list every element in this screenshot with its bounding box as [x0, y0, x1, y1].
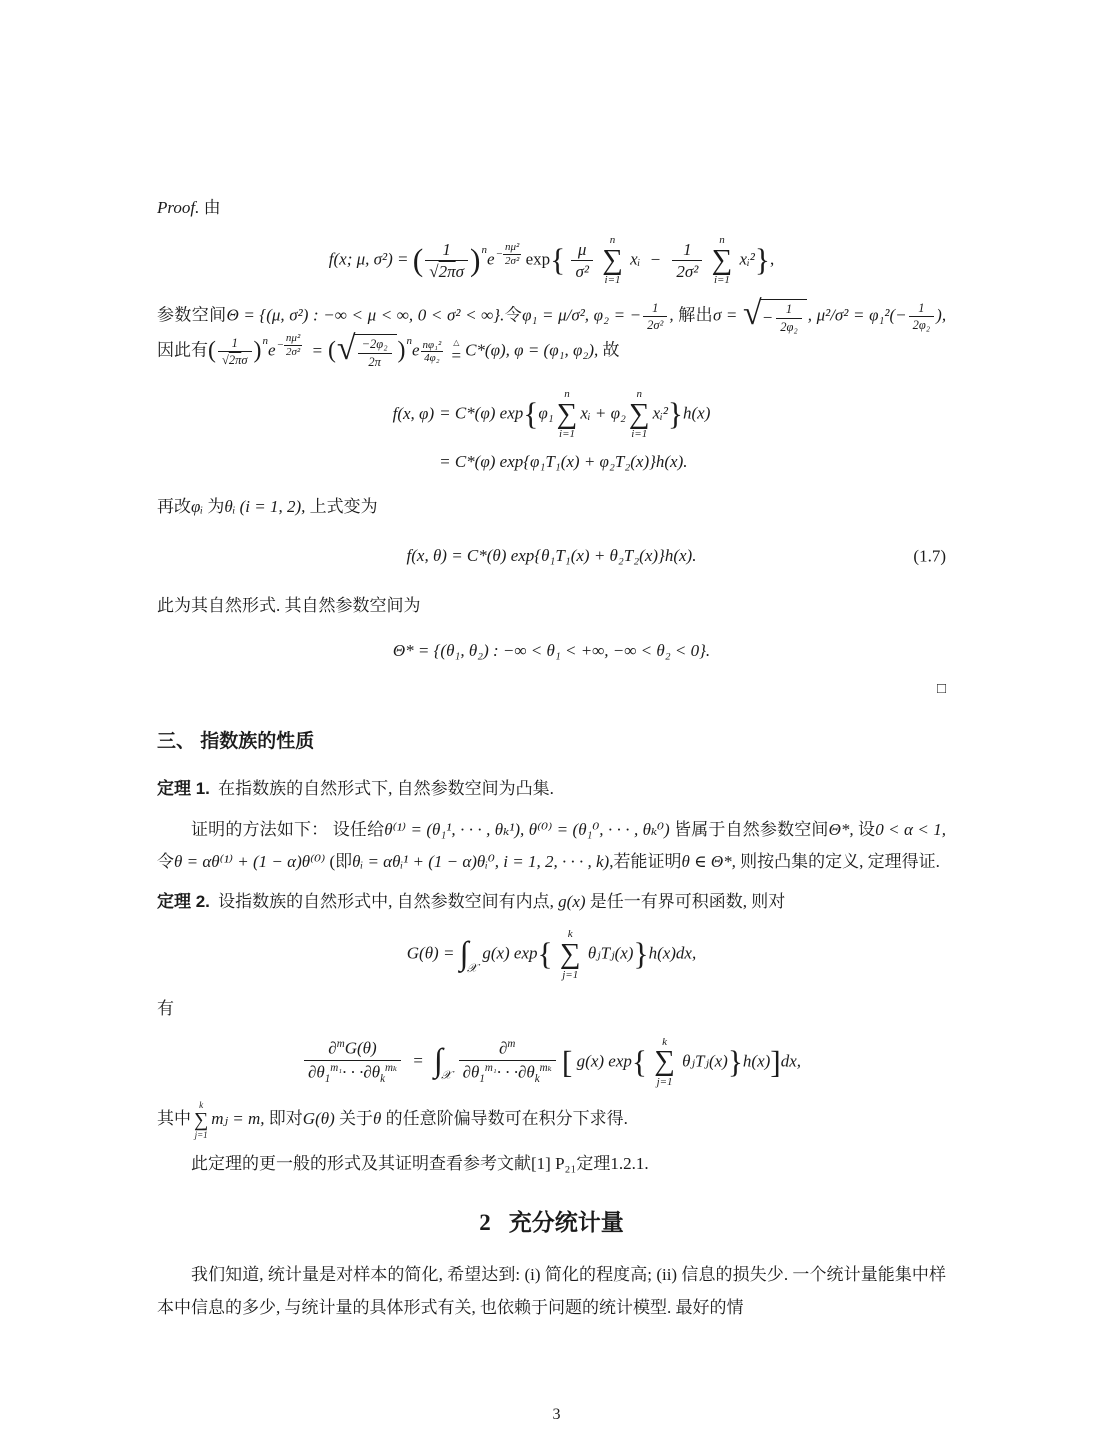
numerator: 1 [785, 302, 793, 317]
text-run: 是任一有界可积函数, 则对 [589, 892, 786, 912]
math-run: G(θ) = [406, 943, 455, 963]
numerator: 1 [918, 300, 925, 315]
sigma-symbol: ∑ [559, 938, 581, 971]
sum-lower-limit: j=1 [194, 1129, 208, 1140]
theorem-1 [157, 773, 946, 805]
text-run: 解出 [678, 305, 713, 325]
text-run: 设 [858, 819, 876, 839]
section-heading-properties: 三、 指数族的性质 [157, 731, 315, 753]
proof-label: Proof. [157, 198, 200, 217]
sum-lower-limit: i=1 [631, 428, 648, 441]
math-run: φᵢ [191, 496, 204, 516]
theorem-1-body: 在指数族的自然形式下, 自然参数空间为凸集. [218, 779, 554, 799]
text-run: 上式变为 [309, 496, 378, 516]
section-heading-sufficient-statistic [157, 1204, 946, 1237]
math-run: G(θ) [344, 1039, 377, 1059]
math-run: xᵢ² [652, 403, 668, 423]
text-run: 故 [602, 340, 620, 360]
denominator: 2φ₂ [776, 318, 802, 334]
exponent: m₁ [484, 1061, 497, 1074]
denominator: 2σ² [284, 345, 302, 359]
text-run: 令 [157, 851, 174, 871]
sum-upper-limit: n [564, 387, 570, 400]
radical-sign: √ [429, 262, 439, 282]
sum-lower-limit: i=1 [559, 428, 575, 441]
text-run: 证明的方法如下： 设任给 [191, 819, 385, 839]
equation-number: (1.7) [913, 546, 946, 566]
numerator: nμ² [285, 332, 301, 345]
math-run: h(x) [683, 403, 711, 423]
equals-symbol: = [412, 1050, 424, 1070]
paragraph-intro-sufficient: 我们知道, 统计量是对样本的简化, 希望达到: (i) 简化的程度高; (ii) 信息的损失少. 一个统计量能集中样本中信息的多少, 与统计量的具体形式有关, 也依赖于问题的统计模型. 最好的情 [157, 1265, 946, 1317]
math-run: θⱼTⱼ(x) [587, 943, 634, 963]
big-delimiter: ) [397, 337, 406, 364]
math-run: Θ = {(μ, σ²) : −∞ < μ < ∞, 0 < σ² < ∞}. [226, 305, 505, 325]
integral-symbol: ∫ [459, 936, 469, 973]
sigma-symbol: ∑ [194, 1108, 209, 1131]
theorem-2-body: 设指数族的自然形式中, 自然参数空间有内点, [218, 892, 554, 912]
paragraph-parameter-space [157, 295, 947, 373]
qed-symbol: □ [936, 681, 946, 698]
exp-operator: exp [525, 249, 551, 269]
big-delimiter: } [754, 242, 770, 278]
radicand: 2π [228, 353, 242, 368]
math-run: xᵢ + φ₂ [580, 403, 626, 423]
big-delimiter: ) [470, 242, 481, 278]
text-run: 参数空间 [157, 305, 227, 325]
fraction [421, 339, 444, 365]
math-run: = C*(φ) exp [439, 403, 524, 423]
fraction [284, 332, 302, 358]
equals-symbol: = [451, 346, 462, 366]
sum-lower-limit: j=1 [656, 1075, 673, 1088]
ellipsis: · · · [342, 1062, 364, 1082]
exponent-n: n [406, 334, 412, 347]
integral [433, 1043, 452, 1083]
summation [557, 388, 578, 441]
exponent [421, 339, 444, 365]
minus-sign: − [495, 247, 503, 260]
subscript: 1 [479, 1072, 485, 1085]
math-run: g(x) exp [576, 1050, 632, 1070]
big-delimiter: ) [253, 337, 262, 364]
text-run: 为 [207, 496, 225, 516]
subscript: k [534, 1072, 540, 1085]
numerator: 1 [231, 335, 238, 350]
text-run: 皆属于自然参数空间 [674, 819, 829, 839]
math-run: G(θ) [302, 1109, 335, 1129]
theorem-2-label: 定理 2. [157, 892, 210, 912]
math-run: θ [373, 1109, 382, 1129]
denominator: 2σ² [643, 316, 667, 332]
big-delimiter: { [550, 242, 566, 278]
numerator: 1 [442, 239, 451, 259]
paragraph-where [157, 1100, 946, 1140]
equation-natural-parameter-space [157, 640, 946, 663]
fraction [503, 241, 521, 267]
big-delimiter: { [631, 1044, 647, 1080]
punctuation: , [769, 249, 775, 269]
denominator [425, 260, 468, 282]
sigma-symbol: ∑ [711, 243, 733, 276]
equals-symbol: = [311, 340, 323, 360]
exponent-m: m [336, 1038, 345, 1051]
integral-domain: 𝒳 [466, 961, 478, 976]
math-run: dx, [780, 1050, 802, 1070]
minus-sign: − [276, 338, 284, 351]
summation [629, 388, 650, 441]
fraction [304, 1038, 401, 1085]
euler-e: e [411, 340, 420, 360]
math-run: f(x, φ) [392, 403, 435, 423]
paragraph-natural-form-note: 此为其自然形式. 其自然参数空间为 [157, 595, 421, 615]
big-delimiter: } [727, 1044, 743, 1080]
summation [560, 928, 581, 981]
math-run: C*(φ), φ = (φ₁, φ₂), [465, 340, 599, 360]
radical-sign: √ [743, 295, 762, 333]
math-run: h(x)dx, [648, 943, 697, 963]
denominator: 4φ₂ [421, 351, 444, 365]
numerator: 1 [683, 239, 692, 259]
exponent-m: m [507, 1038, 516, 1051]
exponent: mₖ [539, 1061, 552, 1074]
fraction [643, 301, 667, 333]
text-run: 令 [504, 305, 523, 325]
math-run: ∂θ [363, 1062, 381, 1082]
summation [654, 1036, 675, 1089]
exponent: m₁ [330, 1061, 343, 1074]
paragraph-proof-method [157, 814, 946, 879]
equation-natural-form-phi [157, 383, 946, 479]
math-run: ∂θ [462, 1062, 480, 1082]
minus-sign: − [649, 249, 662, 269]
text-run: (即 [329, 851, 353, 871]
subscript: k [380, 1072, 385, 1085]
punctuation: ), [936, 305, 947, 325]
exponent [496, 241, 522, 267]
section-title: 充分统计量 [508, 1209, 624, 1236]
euler-e: e [267, 340, 276, 360]
exponent: mₖ [384, 1061, 397, 1074]
sum-upper-limit: k [662, 1035, 667, 1048]
math-run: φ₁ = μ/σ², φ₂ = − [522, 305, 642, 325]
text-run: 即对 [268, 1109, 303, 1129]
numerator: nμ² [504, 240, 520, 253]
math-run: ∂θ [307, 1062, 325, 1082]
sum-upper-limit: n [636, 387, 642, 400]
math-run: h(x) [742, 1050, 771, 1070]
sum-upper-limit: k [199, 1100, 204, 1111]
big-delimiter: ( [208, 337, 216, 364]
fraction [776, 302, 802, 334]
denominator: 2π [358, 353, 392, 369]
fraction [672, 240, 702, 282]
math-run: θᵢ (i = 1, 2), [224, 496, 306, 516]
ellipsis: · · · [496, 1062, 518, 1082]
big-delimiter: { [537, 937, 553, 973]
denominator: σ² [571, 260, 592, 282]
math-run: σ = [712, 305, 738, 325]
text-run: 因此有 [157, 340, 208, 360]
math-run: f(x, θ) = C*(θ) exp{θ₁T₁(x) + θ₂T₂(x)}h(x). [406, 546, 697, 566]
math-run: g(x) [558, 892, 586, 912]
math-run: σ [455, 262, 465, 282]
subscript: 1 [324, 1072, 331, 1085]
radical-sign: √ [221, 353, 229, 368]
paragraph-substitute-theta [157, 491, 946, 523]
euler-e: e [487, 249, 495, 269]
big-delimiter: } [633, 937, 649, 973]
integral-domain: 𝒳 [441, 1068, 452, 1083]
denominator: 2σ² [672, 260, 702, 282]
page-number: 3 [552, 1406, 561, 1423]
numerator: −2φ₂ [361, 337, 388, 352]
sigma-symbol: ∑ [654, 1045, 675, 1078]
math-run: = C*(φ) exp{φ₁T₁(x) + φ₂T₂(x)}h(x). [439, 451, 688, 471]
sum-lower-limit: i=1 [604, 274, 621, 287]
fraction [571, 240, 592, 282]
radical [743, 295, 807, 334]
minus-sign: − [761, 308, 774, 328]
math-run: θ⁽¹⁾ = (θ₁¹, · · · , θₖ¹), θ⁽⁰⁾ = (θ₁⁰, · · · , θₖ⁰) [384, 819, 670, 839]
fraction [358, 337, 392, 369]
math-run: ∂θ [517, 1062, 535, 1082]
text-run: 的任意阶偏导数可在积分下求得. [385, 1109, 628, 1129]
text-run: 定理 [576, 1154, 611, 1174]
math-run: Θ* = {(θ₁, θ₂) : −∞ < θ₁ < +∞, −∞ < θ₂ < 0}. [392, 641, 711, 661]
math-run: σ [241, 353, 248, 368]
sigma-symbol: ∑ [628, 397, 650, 430]
equation-normal-density [157, 234, 946, 287]
theorem-2 [157, 886, 946, 918]
fraction [218, 336, 252, 368]
exponent [276, 332, 302, 358]
big-delimiter: [ [561, 1044, 573, 1080]
sum-lower-limit: i=1 [713, 274, 730, 287]
math-run: θ ∈ Θ*, [681, 851, 736, 871]
citation: [1] P₂₁ [531, 1154, 577, 1174]
denominator [218, 351, 252, 367]
math-run: xᵢ [630, 249, 641, 269]
paragraph-have: 有 [157, 999, 174, 1019]
fraction [909, 301, 935, 333]
math-run: , μ²/σ² = φ₁²(− [807, 305, 907, 325]
math-run: mⱼ = m, [211, 1109, 265, 1129]
text-run: 此定理的更一般的形式及其证明查看参考文献 [191, 1154, 531, 1174]
sigma-symbol: ∑ [602, 243, 623, 276]
equation-G-theta [157, 928, 946, 981]
integral [459, 936, 478, 976]
text-run: 再改 [157, 496, 191, 516]
equation-1-7 [157, 545, 946, 568]
radicand [354, 334, 397, 369]
math-run: f(x; μ, σ²) = [328, 249, 409, 269]
summation [194, 1100, 208, 1140]
radicand [760, 299, 807, 334]
partial-symbol: ∂ [328, 1039, 337, 1059]
math-run: θⱼTⱼ(x) [682, 1050, 728, 1070]
denominator [304, 1060, 401, 1086]
theorem-1-label: 定理 1. [157, 779, 210, 799]
sum-upper-limit: n [719, 234, 725, 247]
denominator: 2φ₂ [909, 316, 935, 332]
equation-partial-derivative [157, 1036, 946, 1089]
summation [602, 234, 623, 287]
paragraph-reference [157, 1148, 946, 1180]
theorem-ref: 1.2.1. [610, 1154, 649, 1174]
radical-sign: √ [336, 330, 356, 368]
triangle-equals [452, 339, 462, 364]
fraction [459, 1038, 556, 1085]
punctuation: , [669, 305, 674, 325]
radicand: 2π [438, 262, 456, 282]
integral-symbol: ∫ [433, 1043, 444, 1080]
sum-upper-limit: k [567, 928, 573, 941]
text-run: ,若能证明 [609, 851, 682, 871]
summation [712, 234, 733, 287]
math-run: θᵢ = αθᵢ¹ + (1 − α)θᵢ⁰, i = 1, 2, · · · , k) [352, 851, 610, 871]
math-run: θ = αθ⁽¹⁾ + (1 − α)θ⁽⁰⁾ [174, 851, 326, 871]
math-run: 0 < α < 1, [875, 819, 947, 839]
exponent-n: n [481, 243, 487, 256]
sum-upper-limit: n [609, 234, 616, 247]
text-run: 关于 [339, 1109, 373, 1129]
math-run: g(x) exp [482, 943, 538, 963]
denominator [459, 1060, 556, 1086]
math-run: φ₁ [538, 403, 554, 423]
sigma-symbol: ∑ [556, 397, 578, 430]
radical [336, 330, 397, 369]
sum-lower-limit: j=1 [562, 968, 579, 981]
math-run: Θ*, [828, 819, 854, 839]
big-delimiter: ] [770, 1044, 781, 1080]
qed-line [157, 681, 946, 698]
math-run: xᵢ² [739, 249, 755, 269]
proof-paragraph [157, 192, 946, 224]
text-run: 由 [203, 198, 221, 217]
big-delimiter: ( [327, 337, 336, 364]
section-number: 2 [479, 1210, 491, 1236]
partial-symbol: ∂ [498, 1039, 508, 1059]
text-run: 则按凸集的定义, 定理得证. [740, 851, 940, 871]
numerator: μ [577, 239, 587, 259]
numerator [304, 1038, 401, 1059]
big-delimiter: { [523, 396, 539, 432]
numerator: 1 [652, 300, 659, 315]
text-run: 其中 [157, 1109, 191, 1129]
triangle-symbol: △ [453, 338, 460, 348]
numerator [459, 1038, 556, 1059]
big-delimiter: ( [412, 242, 424, 278]
exponent-n: n [262, 334, 268, 347]
fraction [425, 240, 468, 282]
denominator: 2σ² [503, 254, 521, 268]
big-delimiter: } [667, 396, 684, 432]
numerator: nφ₁² [422, 338, 442, 351]
